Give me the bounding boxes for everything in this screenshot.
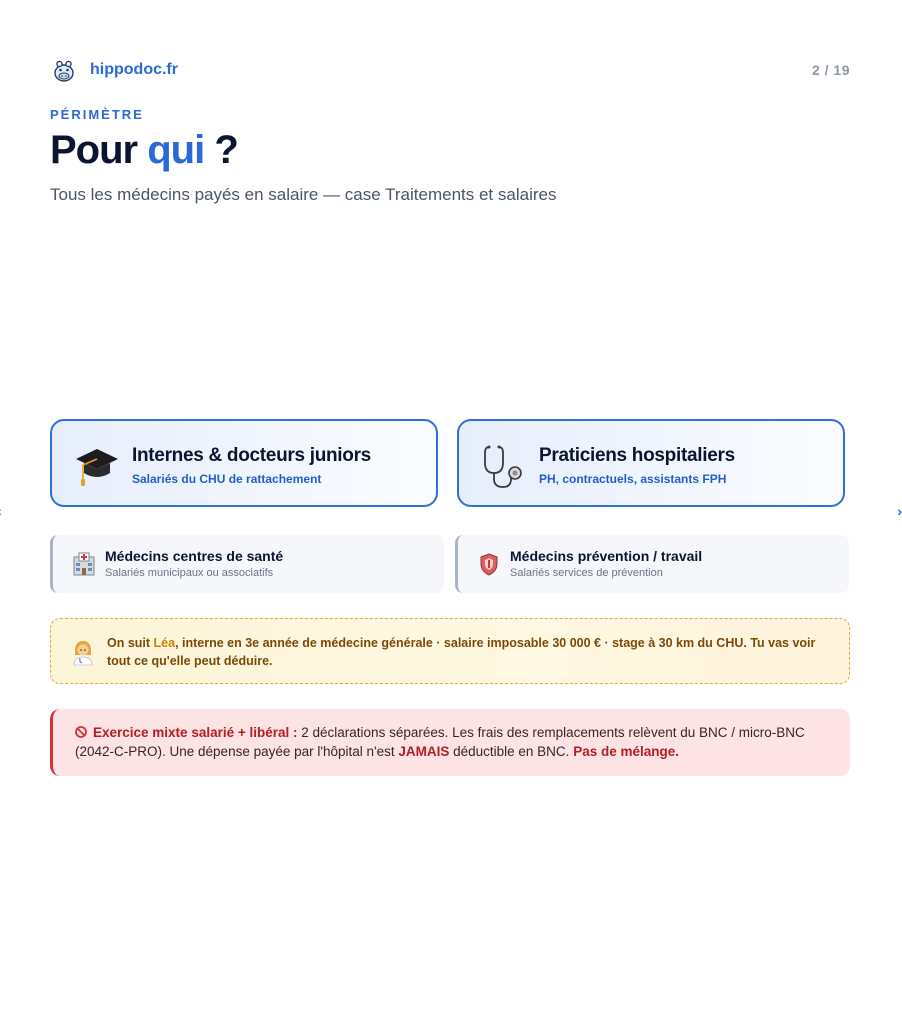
- warning-callout: [50, 709, 850, 776]
- stethoscope-icon: [481, 443, 527, 489]
- card-title: Internes & docteurs juniors: [132, 445, 371, 466]
- warning-closing: Pas de mélange.: [573, 744, 679, 759]
- card-internes: [50, 419, 438, 507]
- next-slide-button[interactable]: ›: [897, 503, 902, 519]
- no-entry-icon: [75, 726, 87, 738]
- prev-slide-button[interactable]: [0, 503, 2, 519]
- page-title: [50, 128, 238, 173]
- warning-text: [75, 723, 832, 761]
- card-subtitle: Salariés services de prévention: [510, 567, 663, 579]
- card-centres-sante: [50, 535, 444, 593]
- warning-label: Exercice mixte salarié + libéral :: [93, 725, 298, 740]
- card-subtitle: Salariés du CHU de rattachement: [132, 472, 322, 486]
- brand[interactable]: [50, 56, 178, 84]
- persona-text-after: , interne en 3e année de médecine générale · salaire imposable 30 000 € · stage à 30 km du CHU. Tu vas voir tout ce qu'elle peut déduire.: [107, 636, 816, 668]
- hospital-icon: [71, 551, 97, 577]
- warning-text-2: déductible en BNC.: [449, 744, 574, 759]
- page-subtitle: Tous les médecins payés en salaire — case Traitements et salaires: [50, 185, 557, 204]
- warning-text-1: 2 déclarations séparées. Les frais des remplacements relèvent du BNC / micro-BNC (2042-C-PRO). Une dépense payée par l'hôpital n'est: [75, 725, 805, 759]
- title-part2: ?: [214, 128, 238, 172]
- persona-text: [107, 634, 831, 670]
- page-indicator: 2 / 19: [811, 62, 850, 78]
- doctor-woman-icon: [71, 639, 95, 665]
- brand-name[interactable]: hippodoc.fr: [90, 61, 178, 78]
- graduation-cap-icon: [74, 443, 120, 489]
- top-bar: [50, 56, 850, 84]
- card-subtitle: Salariés municipaux ou associatifs: [105, 567, 274, 579]
- persona-name: Léa: [153, 636, 176, 650]
- card-praticiens: [457, 419, 845, 507]
- card-title: Médecins centres de santé: [105, 548, 284, 564]
- warning-emphasis: JAMAIS: [398, 744, 450, 759]
- persona-text-before: On suit: [107, 636, 154, 650]
- section-kicker: PÉRIMÈTRE: [50, 107, 144, 122]
- title-accent: qui: [147, 128, 205, 172]
- card-prevention: [455, 535, 849, 593]
- shield-icon: [476, 551, 502, 577]
- card-subtitle: PH, contractuels, assistants FPH: [539, 472, 727, 486]
- hippo-logo-icon: [50, 56, 78, 84]
- persona-callout: [50, 618, 850, 684]
- card-title: Praticiens hospitaliers: [539, 445, 735, 466]
- card-title: Médecins prévention / travail: [510, 548, 703, 564]
- title-part1: Pour: [50, 128, 138, 172]
